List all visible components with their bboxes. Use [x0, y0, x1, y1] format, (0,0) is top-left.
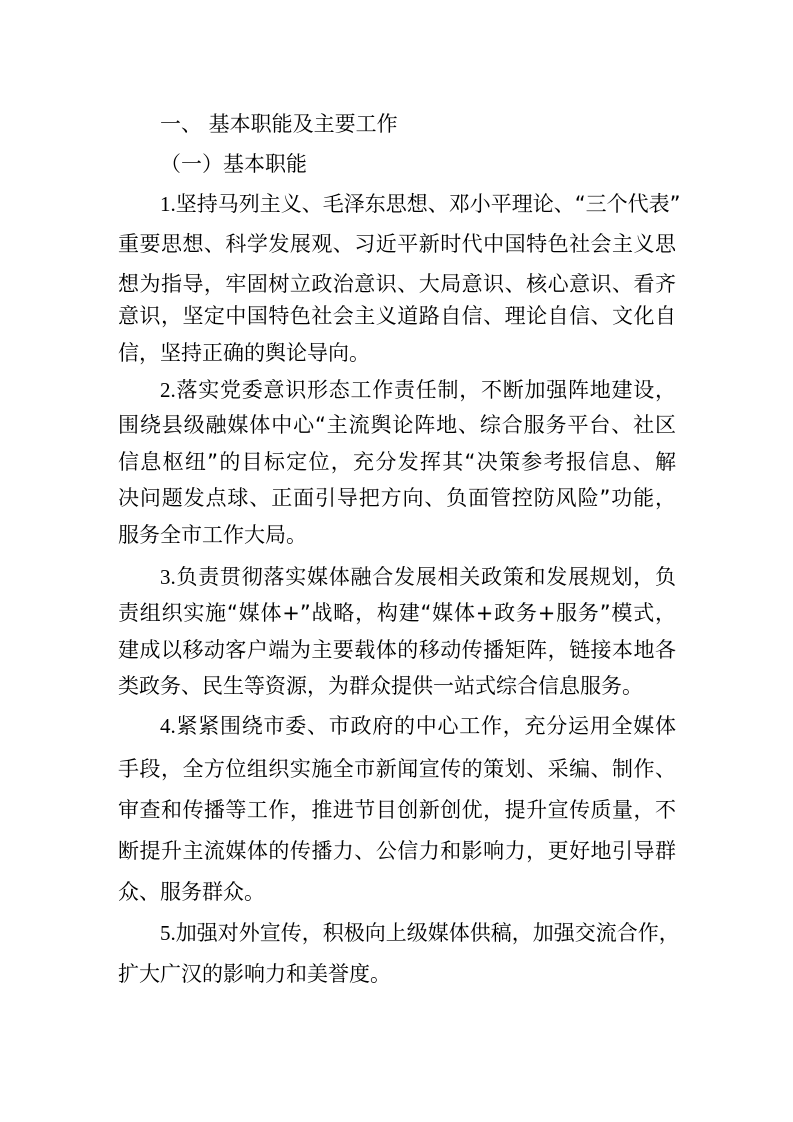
paragraph-1-line-3: 想为指导，牢固树立政治意识、大局意识、核心意识、看齐: [118, 272, 676, 296]
paragraph-1-line-5: 信，坚持正确的舆论导向。: [118, 341, 370, 365]
paragraph-1-number: 1.: [160, 192, 176, 216]
paragraph-2-line-3: 信息枢纽”的目标定位，充分发挥其“决策参考报信息、解: [118, 450, 676, 474]
paragraph-2-line-5: 服务全市工作大局。: [118, 523, 307, 547]
paragraph-4-line-3: 审查和传播等工作，推进节目创新创优，提升宣传质量，不: [118, 798, 676, 822]
paragraph-2-number: 2.: [160, 378, 176, 402]
paragraph-3-line-3: 建成以移动客户端为主要载体的移动传播矩阵，链接本地各: [118, 638, 676, 662]
paragraph-4-number: 4.: [160, 714, 176, 738]
section-heading: 一、 基本职能及主要工作: [160, 112, 398, 136]
paragraph-1-line-1: 1.坚持马列主义、毛泽东思想、邓小平理论、“三个代表”: [160, 192, 681, 216]
paragraph-5-number: 5.: [160, 921, 176, 945]
paragraph-4-line-5: 众、服务群众。: [118, 880, 265, 904]
paragraph-4-line-4: 断提升主流媒体的传播力、公信力和影响力，更好地引导群: [118, 839, 676, 863]
paragraph-4-line-1: 4.紧紧围绕市委、市政府的中心工作，充分运用全媒体: [160, 714, 676, 738]
paragraph-3-number: 3.: [160, 565, 176, 589]
paragraph-2-line-2: 围绕县级融媒体中心“主流舆论阵地、综合服务平台、社区: [118, 413, 676, 437]
paragraph-3-line-4: 类政务、民生等资源，为群众提供一站式综合信息服务。: [118, 674, 643, 698]
paragraph-2-line-1: 2.落实党委意识形态工作责任制，不断加强阵地建设，: [160, 378, 676, 402]
paragraph-1-line-2: 重要思想、科学发展观、习近平新时代中国特色社会主义思: [118, 232, 676, 256]
paragraph-2-line-4: 决问题发点球、正面引导把方向、负面管控防风险”功能，: [118, 486, 676, 510]
paragraph-3-line-1: 3.负责贯彻落实媒体融合发展相关政策和发展规划，负: [160, 565, 676, 589]
paragraph-1-line-4: 意识，坚定中国特色社会主义道路自信、理论自信、文化自: [118, 304, 676, 328]
paragraph-5-line-2: 扩大广汉的影响力和美誉度。: [118, 962, 391, 986]
subsection-heading: （一）基本职能: [160, 152, 307, 176]
paragraph-4-line-2: 手段，全方位组织实施全市新闻宣传的策划、采编、制作、: [118, 757, 676, 781]
paragraph-3-line-2: 责组织实施“媒体+”战略，构建“媒体+政务+服务”模式，: [118, 601, 676, 625]
paragraph-5-line-1: 5.加强对外宣传，积极向上级媒体供稿，加强交流合作，: [160, 921, 680, 945]
